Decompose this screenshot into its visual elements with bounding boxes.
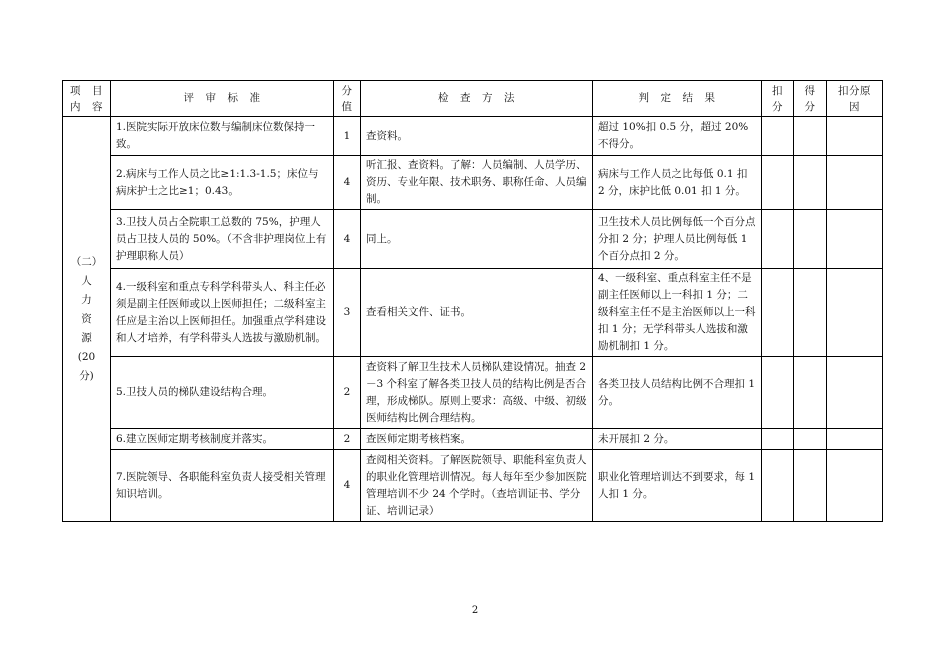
header-method: 检 查 方 法	[361, 81, 593, 117]
header-item-content: 项 目 内 容	[63, 81, 111, 117]
category-label: （二） 人 力 资 源 (20 分)	[70, 255, 103, 382]
header-points: 分 值	[334, 81, 361, 117]
deduct-cell	[762, 450, 794, 522]
judgment-cell: 4、一级科室、重点科室主任不是副主任医师以上一科扣 1 分；二级科室主任不是主治医师以上一科扣 1 分；无学科带头人选拔和激励机制扣 1 分。	[593, 269, 762, 357]
reason-cell	[827, 117, 883, 156]
points-cell: 2	[334, 429, 361, 450]
reason-cell	[827, 429, 883, 450]
deduct-cell	[762, 357, 794, 429]
standard-cell: 4.一级科室和重点专科学科带头人、科主任必须是副主任医师或以上医师担任；二级科室主任应是主治以上医师担任。加强重点学科建设和人才培养，有学科带头人选拔与激励机制。	[111, 269, 334, 357]
standard-cell: 3.卫技人员占全院职工总数的 75%，护理人员占卫技人员的 50%。（不含非护理岗位上有护理职称人员）	[111, 210, 334, 269]
header-reason: 扣分原 因	[827, 81, 883, 117]
score-cell	[794, 269, 827, 357]
table-row	[63, 210, 883, 269]
reason-cell	[827, 450, 883, 522]
method-cell: 查资料。	[361, 117, 593, 156]
method-cell: 查医师定期考核档案。	[361, 429, 593, 450]
evaluation-table	[62, 80, 883, 522]
points-cell: 4	[334, 450, 361, 522]
method-cell: 听汇报、查资料。了解：人员编制、人员学历、资历、专业年限、技术职务、职称任命、人员编制。	[361, 156, 593, 210]
method-cell: 查阅相关资料。了解医院领导、职能科室负责人的职业化管理培训情况。每人每年至少参加医院管理培训不少 24 个学时。（查培训证书、学分证、培训记录）	[361, 450, 593, 522]
deduct-cell	[762, 117, 794, 156]
deduct-cell	[762, 156, 794, 210]
points-cell: 4	[334, 156, 361, 210]
judgment-cell: 职业化管理培训达不到要求，每 1 人扣 1 分。	[593, 450, 762, 522]
deduct-cell	[762, 210, 794, 269]
judgment-cell: 未开展扣 2 分。	[593, 429, 762, 450]
standard-cell: 5.卫技人员的梯队建设结构合理。	[111, 357, 334, 429]
method-cell: 查看相关文件、证书。	[361, 269, 593, 357]
standard-cell: 1.医院实际开放床位数与编制床位数保持一致。	[111, 117, 334, 156]
table-row	[63, 450, 883, 522]
table-header-row	[63, 81, 883, 117]
reason-cell	[827, 269, 883, 357]
header-judgment: 判 定 结 果	[593, 81, 762, 117]
points-cell: 3	[334, 269, 361, 357]
score-cell	[794, 210, 827, 269]
judgment-cell: 各类卫技人员结构比例不合理扣 1 分。	[593, 357, 762, 429]
score-cell	[794, 429, 827, 450]
page-number: 2	[471, 605, 479, 616]
category-cell	[63, 117, 111, 522]
table-row	[63, 357, 883, 429]
points-cell: 2	[334, 357, 361, 429]
score-cell	[794, 450, 827, 522]
header-deduct: 扣 分	[762, 81, 794, 117]
table-row	[63, 269, 883, 357]
points-cell: 1	[334, 117, 361, 156]
method-cell: 查资料了解卫生技术人员梯队建设情况。抽查 2－3 个科室了解各类卫技人员的结构比例是否合理，形成梯队。原则上要求：高级、中级、初级医师结构比例合理结构。	[361, 357, 593, 429]
judgment-cell: 卫生技术人员比例每低一个百分点分扣 2 分；护理人员比例每低 1 个百分点扣 2 分。	[593, 210, 762, 269]
deduct-cell	[762, 269, 794, 357]
table-row	[63, 117, 883, 156]
score-cell	[794, 357, 827, 429]
judgment-cell: 病床与工作人员之比每低 0.1 扣 2 分，床护比低 0.01 扣 1 分。	[593, 156, 762, 210]
deduct-cell	[762, 429, 794, 450]
method-cell: 同上。	[361, 210, 593, 269]
score-cell	[794, 117, 827, 156]
table-row	[63, 156, 883, 210]
reason-cell	[827, 210, 883, 269]
reason-cell	[827, 357, 883, 429]
points-cell: 4	[334, 210, 361, 269]
standard-cell: 6.建立医师定期考核制度并落实。	[111, 429, 334, 450]
standard-cell: 2.病床与工作人员之比≥1:1.3-1.5；床位与病床护士之比≥1；0.43。	[111, 156, 334, 210]
header-score: 得 分	[794, 81, 827, 117]
table-row	[63, 429, 883, 450]
header-standard: 评 审 标 准	[111, 81, 334, 117]
score-cell	[794, 156, 827, 210]
judgment-cell: 超过 10%扣 0.5 分，超过 20%不得分。	[593, 117, 762, 156]
standard-cell: 7.医院领导、各职能科室负责人接受相关管理知识培训。	[111, 450, 334, 522]
reason-cell	[827, 156, 883, 210]
